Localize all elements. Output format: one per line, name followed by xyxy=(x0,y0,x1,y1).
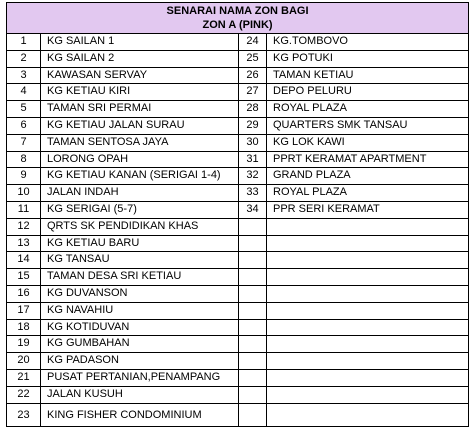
table-header xyxy=(7,3,469,34)
right-number-cell: 24 xyxy=(239,34,267,51)
left-name-cell: KG SAILAN 1 xyxy=(41,34,239,51)
right-name-cell: KG POTUKI xyxy=(267,50,469,67)
table-row xyxy=(7,50,469,67)
right-number-cell xyxy=(239,235,267,252)
right-name-cell: PPR SERI KERAMAT xyxy=(267,201,469,218)
right-name-cell xyxy=(267,218,469,235)
left-name-cell: TAMAN DESA SRI KETIAU xyxy=(41,269,239,286)
right-number-cell: 26 xyxy=(239,67,267,84)
right-name-cell: KG.TOMBOVO xyxy=(267,34,469,51)
left-number-cell: 11 xyxy=(7,201,41,218)
table-row xyxy=(7,201,469,218)
right-number-cell xyxy=(239,403,267,426)
right-number-cell xyxy=(239,302,267,319)
left-number-cell: 17 xyxy=(7,302,41,319)
left-name-cell: JALAN KUSUH xyxy=(41,386,239,403)
left-name-cell: QRTS SK PENDIDIKAN KHAS xyxy=(41,218,239,235)
right-name-cell xyxy=(267,235,469,252)
right-name-cell: TAMAN KETIAU xyxy=(267,67,469,84)
table-row xyxy=(7,336,469,353)
table-row xyxy=(7,84,469,101)
right-number-cell: 30 xyxy=(239,134,267,151)
right-name-cell: PPRT KERAMAT APARTMENT xyxy=(267,151,469,168)
right-name-cell xyxy=(267,386,469,403)
right-number-cell: 32 xyxy=(239,168,267,185)
table-row xyxy=(7,285,469,302)
right-name-cell xyxy=(267,353,469,370)
right-name-cell xyxy=(267,269,469,286)
right-number-cell: 29 xyxy=(239,117,267,134)
left-name-cell: TAMAN SENTOSA JAYA xyxy=(41,134,239,151)
left-number-cell: 21 xyxy=(7,369,41,386)
right-name-cell xyxy=(267,403,469,426)
right-name-cell xyxy=(267,285,469,302)
left-number-cell: 15 xyxy=(7,269,41,286)
zone-list-table xyxy=(6,2,469,427)
left-number-cell: 7 xyxy=(7,134,41,151)
right-name-cell xyxy=(267,302,469,319)
left-number-cell: 4 xyxy=(7,84,41,101)
title-line-2: ZON A (PINK) xyxy=(202,19,273,31)
right-number-cell xyxy=(239,369,267,386)
table-row xyxy=(7,101,469,118)
left-number-cell: 1 xyxy=(7,34,41,51)
left-name-cell: KG SAILAN 2 xyxy=(41,50,239,67)
left-number-cell: 13 xyxy=(7,235,41,252)
table-row xyxy=(7,151,469,168)
right-number-cell xyxy=(239,285,267,302)
right-name-cell: DEPO PELURU xyxy=(267,84,469,101)
right-number-cell: 34 xyxy=(239,201,267,218)
table-row xyxy=(7,117,469,134)
table-row xyxy=(7,67,469,84)
left-name-cell: TAMAN SRI PERMAI xyxy=(41,101,239,118)
right-number-cell xyxy=(239,252,267,269)
left-name-cell: LORONG OPAH xyxy=(41,151,239,168)
left-number-cell: 23 xyxy=(7,403,41,426)
table-row xyxy=(7,353,469,370)
right-name-cell xyxy=(267,369,469,386)
table-row xyxy=(7,218,469,235)
left-name-cell: PUSAT PERTANIAN,PENAMPANG xyxy=(41,369,239,386)
table-body xyxy=(7,3,469,427)
left-name-cell: KG GUMBAHAN xyxy=(41,336,239,353)
left-number-cell: 10 xyxy=(7,185,41,202)
right-name-cell xyxy=(267,252,469,269)
left-name-cell: KG KETIAU JALAN SURAU xyxy=(41,117,239,134)
left-name-cell: KG SERIGAI (5-7) xyxy=(41,201,239,218)
table-row xyxy=(7,269,469,286)
right-number-cell xyxy=(239,386,267,403)
right-name-cell: ROYAL PLAZA xyxy=(267,185,469,202)
left-number-cell: 20 xyxy=(7,353,41,370)
right-number-cell: 28 xyxy=(239,101,267,118)
left-name-cell: KING FISHER CONDOMINIUM xyxy=(41,403,239,426)
table-row xyxy=(7,369,469,386)
left-name-cell: KG KETIAU BARU xyxy=(41,235,239,252)
left-number-cell: 2 xyxy=(7,50,41,67)
table-row xyxy=(7,403,469,426)
right-name-cell xyxy=(267,319,469,336)
left-name-cell: KG NAVAHIU xyxy=(41,302,239,319)
left-number-cell: 5 xyxy=(7,101,41,118)
table-row xyxy=(7,168,469,185)
right-name-cell: KG LOK KAWI xyxy=(267,134,469,151)
left-name-cell: KG KETIAU KIRI xyxy=(41,84,239,101)
table-row xyxy=(7,185,469,202)
left-number-cell: 6 xyxy=(7,117,41,134)
right-number-cell xyxy=(239,269,267,286)
left-name-cell: KAWASAN SERVAY xyxy=(41,67,239,84)
table-row xyxy=(7,319,469,336)
right-number-cell xyxy=(239,353,267,370)
right-name-cell xyxy=(267,336,469,353)
left-number-cell: 16 xyxy=(7,285,41,302)
left-number-cell: 3 xyxy=(7,67,41,84)
right-number-cell xyxy=(239,319,267,336)
left-number-cell: 12 xyxy=(7,218,41,235)
table-row xyxy=(7,386,469,403)
right-number-cell: 27 xyxy=(239,84,267,101)
left-number-cell: 18 xyxy=(7,319,41,336)
right-name-cell: ROYAL PLAZA xyxy=(267,101,469,118)
right-number-cell: 33 xyxy=(239,185,267,202)
right-number-cell: 25 xyxy=(239,50,267,67)
right-number-cell: 31 xyxy=(239,151,267,168)
table-row xyxy=(7,302,469,319)
left-name-cell: KG PADASON xyxy=(41,353,239,370)
left-name-cell: JALAN INDAH xyxy=(41,185,239,202)
table-row xyxy=(7,134,469,151)
header-row xyxy=(7,3,469,34)
title-line-1: SENARAI NAMA ZON BAGI xyxy=(166,5,309,17)
left-number-cell: 8 xyxy=(7,151,41,168)
left-number-cell: 14 xyxy=(7,252,41,269)
table-row xyxy=(7,235,469,252)
left-name-cell: KG TANSAU xyxy=(41,252,239,269)
right-number-cell xyxy=(239,336,267,353)
left-name-cell: KG KOTIDUVAN xyxy=(41,319,239,336)
left-name-cell: KG DUVANSON xyxy=(41,285,239,302)
right-number-cell xyxy=(239,218,267,235)
left-number-cell: 9 xyxy=(7,168,41,185)
left-name-cell: KG KETIAU KANAN (SERIGAI 1-4) xyxy=(41,168,239,185)
right-name-cell: GRAND PLAZA xyxy=(267,168,469,185)
left-number-cell: 22 xyxy=(7,386,41,403)
right-name-cell: QUARTERS SMK TANSAU xyxy=(267,117,469,134)
table-row xyxy=(7,34,469,51)
left-number-cell: 19 xyxy=(7,336,41,353)
table-row xyxy=(7,252,469,269)
